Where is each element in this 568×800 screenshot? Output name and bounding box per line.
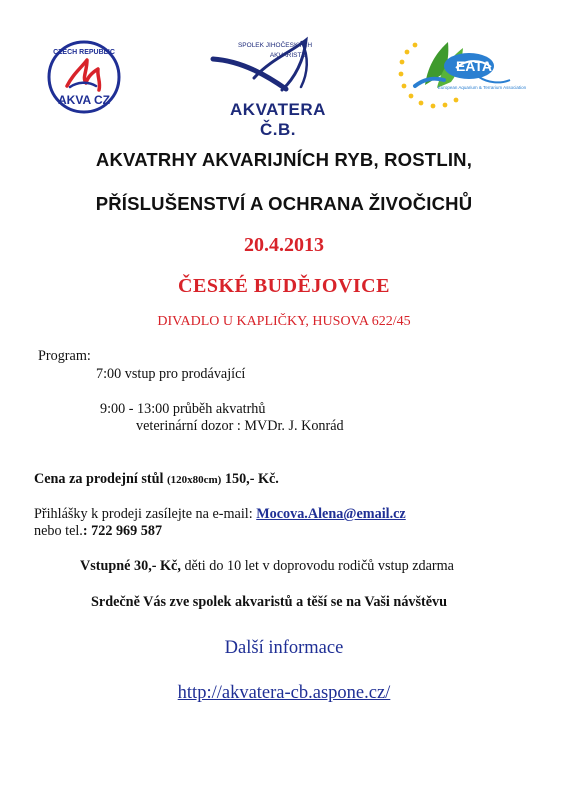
price-amount: 150,- Kč. bbox=[224, 471, 279, 487]
website-link[interactable]: http://akvatera-cb.aspone.cz/ bbox=[177, 683, 391, 703]
more-info: Další informace bbox=[224, 638, 344, 658]
entry-label: Vstupné 30,- Kč, bbox=[80, 558, 181, 574]
akvatera-wordmark: AKVATERA Č.B. bbox=[230, 100, 326, 139]
eata-emblem bbox=[390, 30, 527, 115]
program-line-2: 9:00 - 13:00 průběh akvatrhů bbox=[100, 401, 266, 417]
akva-name: AKVA CZ bbox=[58, 93, 110, 107]
logo-row bbox=[0, 0, 568, 139]
akva-country-text: CZECH REPUBLIC bbox=[53, 49, 115, 56]
phone-label: nebo tel. bbox=[34, 523, 83, 539]
eata-caption: European Aquarium & Terrarium Association bbox=[437, 85, 527, 90]
price-size: (120x80cm) bbox=[166, 474, 222, 486]
akva-cz-logo bbox=[45, 38, 123, 116]
registration-text: Přihlášky k prodeji zasílejte na e-mail: bbox=[34, 506, 253, 522]
event-venue: DIVADLO U KAPLIČKY, HUSOVA 622/45 bbox=[157, 314, 411, 329]
akva-cz-logo-mark bbox=[45, 38, 123, 116]
registration-email-link[interactable]: Mocova.Alena@email.cz bbox=[256, 506, 406, 522]
phone-line bbox=[34, 523, 162, 540]
price-line bbox=[34, 471, 279, 488]
akvatera-caption-2: AKVARISTŮ bbox=[269, 52, 307, 59]
title-line-2: PŘÍSLUŠENSTVÍ A OCHRANA ŽIVOČICHŮ bbox=[95, 193, 473, 214]
eata-name: EATA bbox=[455, 58, 493, 74]
akvatera-caption-1: SPOLEK JIHOČESKÝCH bbox=[237, 42, 313, 49]
registration-line bbox=[34, 506, 406, 523]
entry-line bbox=[80, 558, 454, 575]
entry-text: děti do 10 let v doprovodu rodičů vstup zdarma bbox=[184, 558, 454, 574]
program-line-3: veterinární dozor : MVDr. J. Konrád bbox=[136, 418, 344, 434]
event-city: ČESKÉ BUDĚJOVICE bbox=[178, 275, 390, 297]
eata-logo bbox=[390, 30, 527, 115]
program-label: Program: bbox=[38, 348, 91, 364]
invitation-text: Srdečně Vás zve spolek akvaristů a těší se na Vaši návštěvu bbox=[91, 594, 448, 610]
phone-number: : 722 969 587 bbox=[82, 523, 163, 539]
price-label: Cena za prodejní stůl bbox=[34, 471, 164, 487]
program-line-1: 7:00 vstup pro prodávající bbox=[96, 366, 246, 382]
event-date: 20.4.2013 bbox=[244, 234, 324, 256]
akvatera-fish-mark bbox=[205, 35, 345, 97]
akvatera-logo bbox=[205, 35, 345, 139]
title-line-1: AKVATRHY AKVARIJNÍCH RYB, ROSTLIN, bbox=[95, 149, 473, 170]
